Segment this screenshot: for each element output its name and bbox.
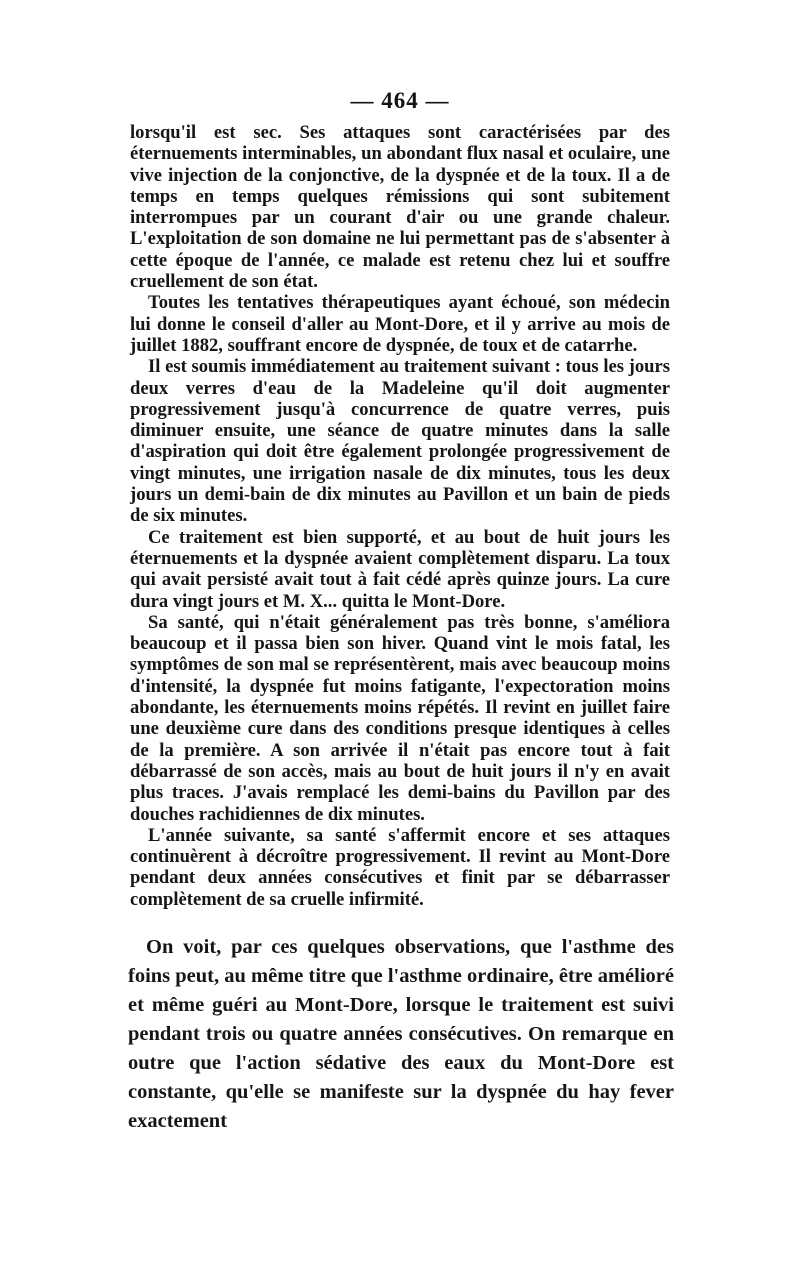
case-report-text <box>130 122 670 910</box>
conclusion-text <box>128 933 674 1136</box>
paragraph-therapeutic-attempts: Toutes les tentatives thérapeutiques ayant échoué, son médecin lui donne le conseil d'aller au Mont-Dore, et il y arrive au mois de juillet 1882, souffrant encore de dyspnée, de toux et de catarrhe. <box>130 292 670 356</box>
paragraph-treatment-result: Ce traitement est bien supporté, et au bout de huit jours les éternuements et la dyspnée avaient complètement disparu. La toux qui avait persisté avait tout à fait cédé après quinze jours. La cure dura vingt jours et M. X... quitta le Mont-Dore. <box>130 526 670 612</box>
paragraph-conclusion: On voit, par ces quelques observations, que l'asthme des foins peut, au même titre que l'asthme ordinaire, être amélioré et même guéri au Mont-Dore, lorsque le traitement est suivi pendant trois ou quatre années consécutives. On remarque en outre que l'action sédative des eaux du Mont-Dore est constante, qu'elle se manifeste sur la dyspnée du hay fever exactement <box>128 936 674 1132</box>
paragraph-following-year: L'année suivante, sa santé s'affermit encore et ses attaques continuèrent à décroître progressivement. Il revint au Mont-Dore pendant deux années consécutives et finit par se débarrasser complètement de sa cruelle infirmité. <box>130 824 670 910</box>
paragraph-continued: lorsqu'il est sec. Ses attaques sont caractérisées par des éternuements interminables, un abondant flux nasal et oculaire, une vive injection de la conjonctive, de la dyspnée et de la toux. Il a de temps en temps quelques rémissions qui sont subitement interrompues par un courant d'air ou une grande chaleur. L'exploitation de son domaine ne lui permettant pas de s'absenter à cette époque de l'année, ce malade est retenu chez lui et souffre cruellement de son état. <box>130 122 670 293</box>
paragraph-treatment: Il est soumis immédiatement au traitement suivant : tous les jours deux verres d'eau de la Madeleine qu'il doit augmenter progressivement jusqu'à concurrence de quatre verres, puis diminuer ensuite, une séance de quatre minutes dans la salle d'aspiration qui doit être également prolongée progressivement de vingt minutes, une irrigation nasale de dix minutes, tous les deux jours un demi-bain de dix minutes au Pavillon et un bain de pieds de six minutes. <box>130 356 670 527</box>
paragraph-second-cure: Sa santé, qui n'était généralement pas très bonne, s'améliora beaucoup et il passa bien son hiver. Quand vint le mois fatal, les symptômes de son mal se représentèrent, mais avec beaucoup moins d'intensité, la dyspnée fut moins fatigante, l'expectoration moins abondante, les éternuements moins répétés. Il revint en juillet faire une deuxième cure dans des conditions presque identiques à celles de la première. A son arrivée il n'était pas encore tout à fait débarrassé de son accès, mais au bout de huit jours il n'y en avait plus traces. J'avais remplacé les demi-bains du Pavillon par des douches rachidiennes de dix minutes. <box>130 611 670 825</box>
page-number: — 464 — <box>350 88 450 113</box>
